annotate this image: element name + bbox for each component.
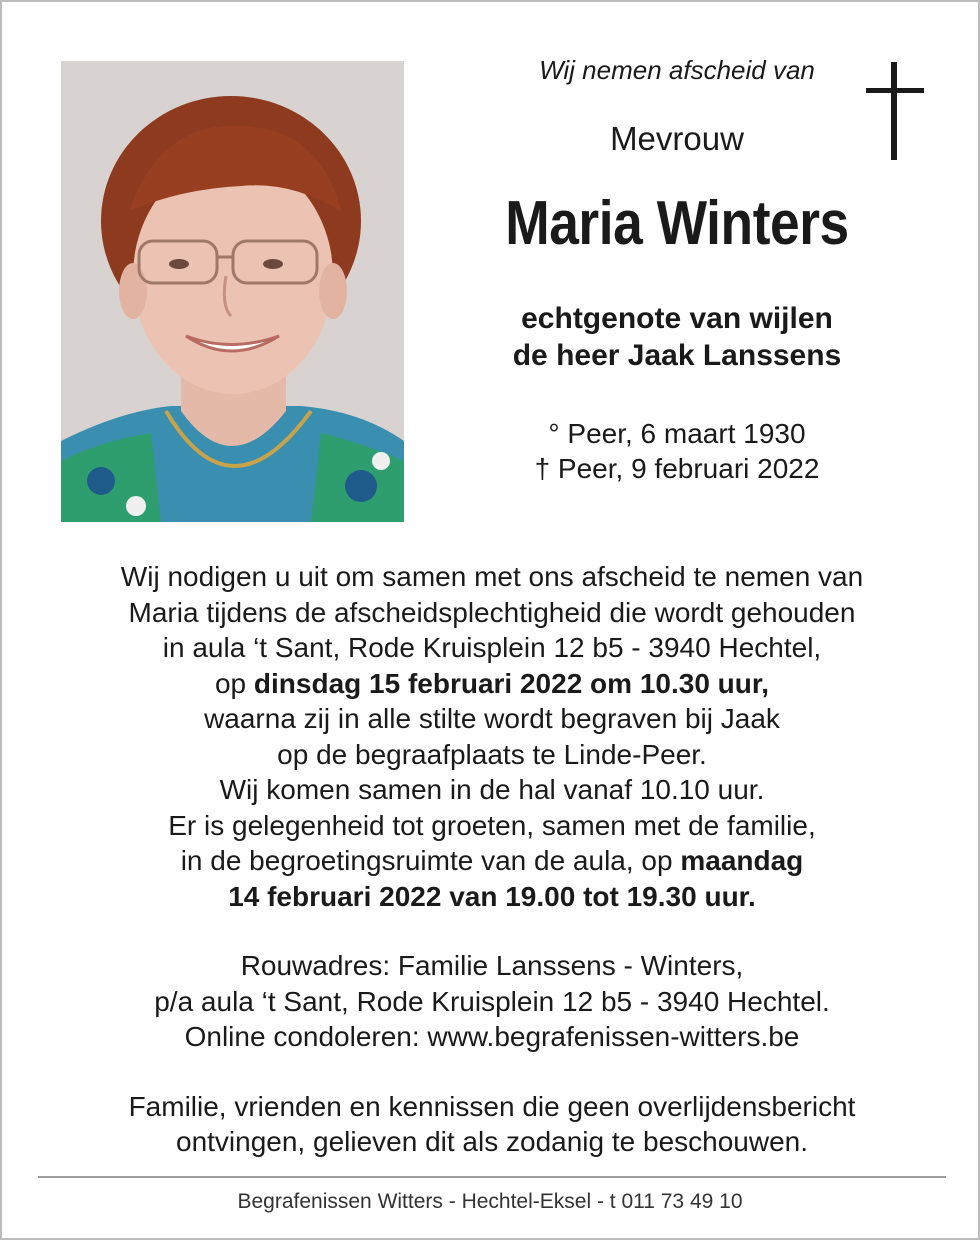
intro-text: Wij nemen afscheid van — [539, 55, 815, 85]
relation-line-2: de heer Jaak Lanssens — [512, 339, 842, 372]
relation-line-1: echtgenote van wijlen — [521, 302, 833, 335]
portrait-illustration — [61, 61, 404, 522]
cross-horizontal-bar — [866, 88, 924, 93]
address-line-3: Online condoleren: www.begrafenissen-witters.be — [184, 1021, 800, 1052]
address-line-2: p/a aula ‘t Sant, Rode Kruisplein 12 b5 - 3940 Hechtel. — [154, 985, 830, 1017]
ceremony-line-6: op de begraafplaats te Linde-Peer. — [277, 738, 707, 770]
ceremony-line-10 — [22, 879, 962, 915]
notice-body — [22, 559, 962, 1160]
ceremony-line-3: in aula ‘t Sant, Rode Kruisplein 12 b5 - 3940 Hechtel, — [162, 632, 822, 663]
visitation-time: 14 februari 2022 van 19.00 tot 19.30 uur. — [228, 880, 756, 912]
ceremony-line-2: Maria tijdens de afscheidsplechtigheid die wordt gehouden — [128, 596, 856, 628]
ceremony-line-4 — [22, 666, 962, 702]
ceremony-line-8: Er is gelegenheid tot groeten, samen met de familie, — [168, 809, 816, 841]
ceremony-line-7: Wij komen samen in de hal vanaf 10.10 uur. — [219, 774, 765, 805]
footer-divider — [38, 1176, 946, 1178]
ceremony-line-9-prefix: in de begroetingsruimte van de aula, op — [180, 845, 681, 876]
spacer — [22, 1055, 962, 1089]
closing-line-1: Familie, vrienden en kennissen die geen overlijdensbericht — [128, 1090, 856, 1122]
ceremony-date: dinsdag 15 februari 2022 om 10.30 uur, — [253, 667, 770, 699]
ceremony-line-4-prefix: op — [214, 667, 254, 699]
funeral-home-footer: Begrafenissen Witters - Hechtel-Eksel - t 011 73 49 10 — [237, 1190, 743, 1213]
portrait-photo — [61, 61, 404, 522]
ceremony-line-9 — [22, 843, 962, 879]
visitation-day: maandag — [680, 845, 804, 876]
death-date: † Peer, 9 februari 2022 — [534, 453, 820, 484]
closing-line-2: ontvingen, gelieven dit als zodanig te beschouwen. — [176, 1126, 808, 1157]
ceremony-line-5: waarna zij in alle stilte wordt begraven bij Jaak — [204, 703, 780, 734]
relation-text — [442, 300, 912, 374]
deceased-name: Maria Winters — [505, 189, 849, 258]
ceremony-line-1: Wij nodigen u uit om samen met ons afscheid te nemen van — [120, 561, 864, 592]
address-line-1: Rouwadres: Familie Lanssens - Winters, — [240, 950, 744, 981]
spacer — [22, 914, 962, 948]
birth-date: ° Peer, 6 maart 1930 — [548, 418, 806, 449]
salutation: Mevrouw — [610, 120, 744, 157]
life-dates — [442, 416, 912, 486]
